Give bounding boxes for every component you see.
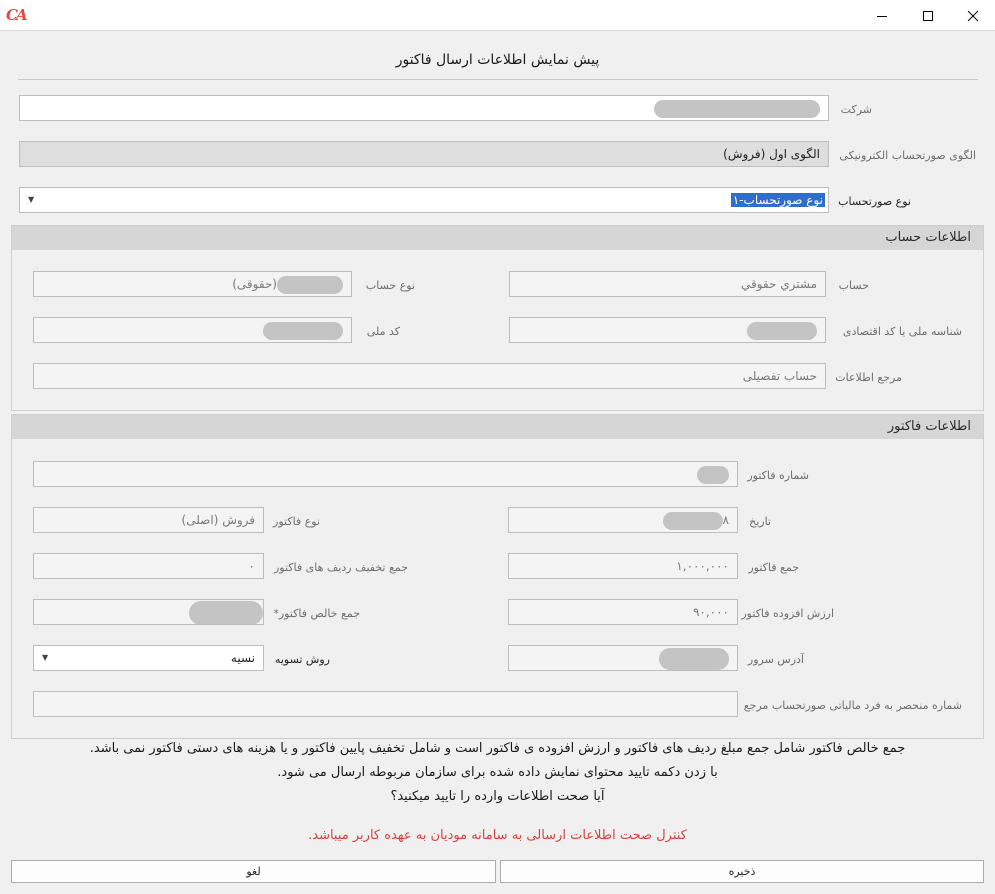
redacted-value [747,322,817,340]
redacted-value [189,601,263,625]
close-icon [967,10,979,22]
account-field: مشتري حقوقي [509,271,826,297]
account-type-label: نوع حساب [365,279,415,292]
net-total-label: جمع خالص فاکتور* [273,607,360,620]
settlement-select[interactable] [33,645,264,671]
invoice-number-label: شماره فاکتور [747,469,809,482]
company-label: شرکت [840,103,872,116]
info-message-1: جمع خالص فاکتور شامل جمع مبلغ ردیف های فاکتور و ارزش افزوده ی فاکتور است و شامل تخفیف پایین فاکتور و یا هزینه های دستی فاکتور نمی باشد. [89,741,906,756]
pattern-field: الگوی اول (فروش) [19,141,829,167]
cancel-button[interactable]: لغو [11,860,496,883]
window-titlebar [0,0,995,31]
warning-message: کنترل صحت اطلاعات ارسالی به سامانه مودیان به عهده کاربر میباشد. [308,828,687,843]
minimize-icon [876,10,888,22]
unique-tax-number-field [33,691,738,717]
invoice-total-label: جمع فاکتور [748,561,799,574]
redacted-value [654,100,820,118]
pattern-label: الگوی صورتحساب الکترونیکی [839,149,976,162]
settlement-value: نسیه [230,651,255,665]
account-type-value: (حقوقی) [232,277,277,291]
national-id-field [509,317,826,343]
account-label: حساب [838,279,869,292]
company-field[interactable] [19,95,829,121]
row-discount-field: ۰ [33,553,264,579]
unique-tax-number-label: شماره منحصر به فرد مالیاتی صورتحساب مرجع [743,699,962,712]
reference-label: مرجع اطلاعات [835,371,902,384]
national-code-label: کد ملی [366,325,400,338]
server-address-label: آدرس سرور [747,653,804,666]
redacted-value [263,322,343,340]
redacted-value [277,276,343,294]
close-button[interactable] [950,0,995,31]
redacted-value [663,512,723,530]
account-section-title: اطلاعات حساب [12,226,983,250]
invoice-kind-label: نوع فاکتور [273,515,320,528]
minimize-button[interactable] [859,0,905,31]
date-field [508,507,738,533]
net-total-field [33,599,264,625]
date-value: ۸ [722,513,729,527]
invoice-section-title: اطلاعات فاکتور [12,415,983,439]
invoice-number-field [33,461,738,487]
invoice-type-selected: نوع صورتحساب-۱ [732,193,823,207]
info-message-2: با زدن دکمه تایید محتوای نمایش داده شده برای سازمان مربوطه ارسال می شود. [277,765,718,780]
invoice-total-field: ۱,۰۰۰,۰۰۰ [508,553,738,579]
title-divider [18,79,978,80]
row-discount-label: جمع تخفیف ردیف های فاکتور [273,561,408,574]
settlement-label: روش تسویه [274,653,330,666]
page-title: پیش نمایش اطلاعات ارسال فاکتور [395,52,600,68]
chevron-down-icon[interactable]: ▼ [42,653,49,662]
server-address-field [508,645,738,671]
vat-field: ۹۰,۰۰۰ [508,599,738,625]
redacted-value [697,466,729,484]
reference-field: حساب تفصیلی [33,363,826,389]
account-type-field [33,271,352,297]
invoice-kind-field: فروش (اصلی) [33,507,264,533]
save-button[interactable]: ذخیره [500,860,984,883]
maximize-button[interactable] [905,0,951,31]
national-id-label: شناسه ملی یا کد اقتصادی [842,325,962,338]
redacted-value [659,648,729,670]
national-code-field [33,317,352,343]
date-label: تاریخ [749,515,771,528]
maximize-icon [922,10,934,22]
invoice-type-label: نوع صورتحساب [838,195,911,208]
app-logo-icon: CA [6,6,26,24]
invoice-type-select[interactable] [19,187,829,213]
vat-label: ارزش افزوده فاکتور [741,607,834,620]
chevron-down-icon[interactable]: ▼ [28,195,35,204]
confirm-question: آیا صحت اطلاعات وارده را تایید میکنید؟ [390,789,605,804]
